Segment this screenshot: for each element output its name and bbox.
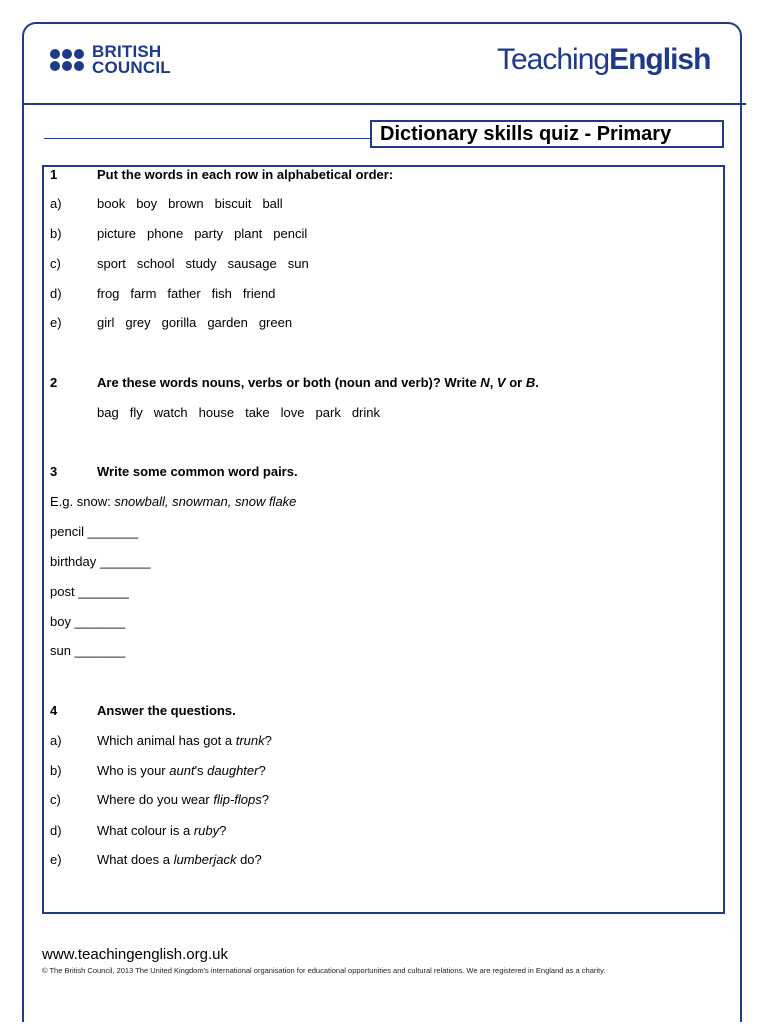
q1-row-words — [97, 256, 320, 272]
q1-row-label: b) — [50, 226, 62, 241]
word: brown — [168, 196, 204, 211]
word: party — [194, 226, 224, 241]
q4-prompt: Answer the questions. — [97, 703, 236, 718]
british-council-line1: BRITISH — [92, 42, 162, 61]
q2-b: B — [525, 375, 536, 390]
question-text-after: ? — [258, 763, 266, 778]
q2-end: . — [535, 375, 539, 390]
word: fish — [211, 286, 232, 301]
question-italic-word: flip-flops — [213, 792, 262, 807]
q2-v: V — [496, 375, 506, 390]
q2-number: 2 — [50, 375, 58, 390]
word-pair-blank: post _______ — [50, 584, 129, 599]
word: sausage — [227, 256, 277, 271]
word-pair-blank: birthday _______ — [50, 554, 151, 569]
word: study — [185, 256, 217, 271]
header-divider — [22, 103, 746, 105]
question-italic-word-2: daughter — [207, 763, 259, 778]
teaching-english-bold: English — [609, 43, 711, 76]
footer-url[interactable]: www.teachingenglish.org.uk — [42, 946, 228, 963]
q1-number: 1 — [50, 167, 58, 182]
word: frog — [97, 286, 120, 301]
question-text-before: What does a — [97, 852, 174, 867]
word: ball — [262, 196, 283, 211]
q2-prompt — [97, 375, 539, 391]
question-text-before: Who is your — [97, 763, 170, 778]
q4-question-label: e) — [50, 852, 62, 867]
question-text-after: do? — [236, 852, 262, 867]
footer-copyright: © The British Council, 2013 The United Kingdom's international organisation for educational opportunities and cultural relations. We are registered in England as a charity. — [42, 966, 606, 975]
word: biscuit — [214, 196, 252, 211]
word: green — [258, 315, 293, 330]
word: bag — [97, 405, 119, 420]
word: gorilla — [161, 315, 197, 330]
word: fly — [129, 405, 143, 420]
word: father — [167, 286, 201, 301]
question-italic-word: ruby — [193, 823, 220, 838]
question-text-before: Which animal has got a — [97, 733, 236, 748]
word: girl — [97, 315, 115, 330]
q1-row-label: a) — [50, 196, 62, 211]
question-italic-word: aunt — [169, 763, 195, 778]
q1-row-label: d) — [50, 286, 62, 301]
word: phone — [147, 226, 184, 241]
word: sport — [97, 256, 126, 271]
word: friend — [242, 286, 276, 301]
word: pencil — [273, 226, 308, 241]
question-text-after: ? — [219, 823, 227, 838]
q2-or: or — [505, 375, 526, 390]
q4-number: 4 — [50, 703, 58, 718]
q3-example — [50, 494, 296, 510]
word: take — [245, 405, 270, 420]
q4-question-text — [97, 733, 272, 749]
q1-row-label: c) — [50, 256, 61, 271]
q4-question-text — [97, 763, 266, 779]
british-council-dots-icon — [50, 49, 84, 71]
word: farm — [130, 286, 157, 301]
question-italic-word: trunk — [235, 733, 265, 748]
q2-n: N — [480, 375, 490, 390]
word: book — [97, 196, 126, 211]
q4-question-label: b) — [50, 763, 62, 778]
q1-row-words — [97, 286, 286, 302]
question-text-after: ? — [264, 733, 272, 748]
word: school — [136, 256, 175, 271]
q1-row-words — [97, 315, 303, 331]
word: watch — [153, 405, 188, 420]
q3-number: 3 — [50, 464, 58, 479]
q4-question-text — [97, 823, 226, 839]
q4-question-label: d) — [50, 823, 62, 838]
word: love — [280, 405, 305, 420]
q1-prompt: Put the words in each row in alphabetical order: — [97, 167, 394, 182]
teaching-english-logo — [497, 43, 710, 77]
word: grey — [125, 315, 151, 330]
q4-question-label: c) — [50, 792, 61, 807]
word: picture — [97, 226, 137, 241]
word-pair-blank: pencil _______ — [50, 524, 139, 539]
question-text-before: What colour is a — [97, 823, 194, 838]
teaching-english-light: Teaching — [497, 43, 610, 76]
word-pair-blank: boy _______ — [50, 614, 126, 629]
word: park — [315, 405, 341, 420]
q2-word-list — [97, 405, 391, 421]
q2-prompt-start: Are these words nouns, verbs or both (noun and verb)? Write — [97, 375, 481, 390]
british-council-logo — [50, 44, 171, 76]
title-rule — [44, 138, 370, 139]
word: boy — [136, 196, 158, 211]
q3-example-italic: snowball, snowman, snow flake — [114, 494, 297, 509]
q1-row-words — [97, 226, 318, 242]
question-italic-word: lumberjack — [173, 852, 237, 867]
word: garden — [207, 315, 248, 330]
word: sun — [287, 256, 309, 271]
q2-comma: , — [489, 375, 497, 390]
word-pair-blank: sun _______ — [50, 643, 126, 658]
q4-question-text — [97, 792, 269, 808]
q1-row-words — [97, 196, 294, 212]
word: house — [198, 405, 235, 420]
question-text-before: Where do you wear — [97, 792, 214, 807]
q4-question-text — [97, 852, 262, 868]
q3-example-prefix: E.g. snow: — [50, 494, 115, 509]
word: plant — [234, 226, 263, 241]
british-council-line2: COUNCIL — [92, 58, 171, 77]
q1-row-label: e) — [50, 315, 62, 330]
question-text-middle: 's — [194, 763, 208, 778]
q3-prompt: Write some common word pairs. — [97, 464, 298, 479]
page-title: Dictionary skills quiz - Primary — [370, 120, 724, 148]
question-text-after: ? — [261, 792, 269, 807]
q4-question-label: a) — [50, 733, 62, 748]
word: drink — [351, 405, 381, 420]
